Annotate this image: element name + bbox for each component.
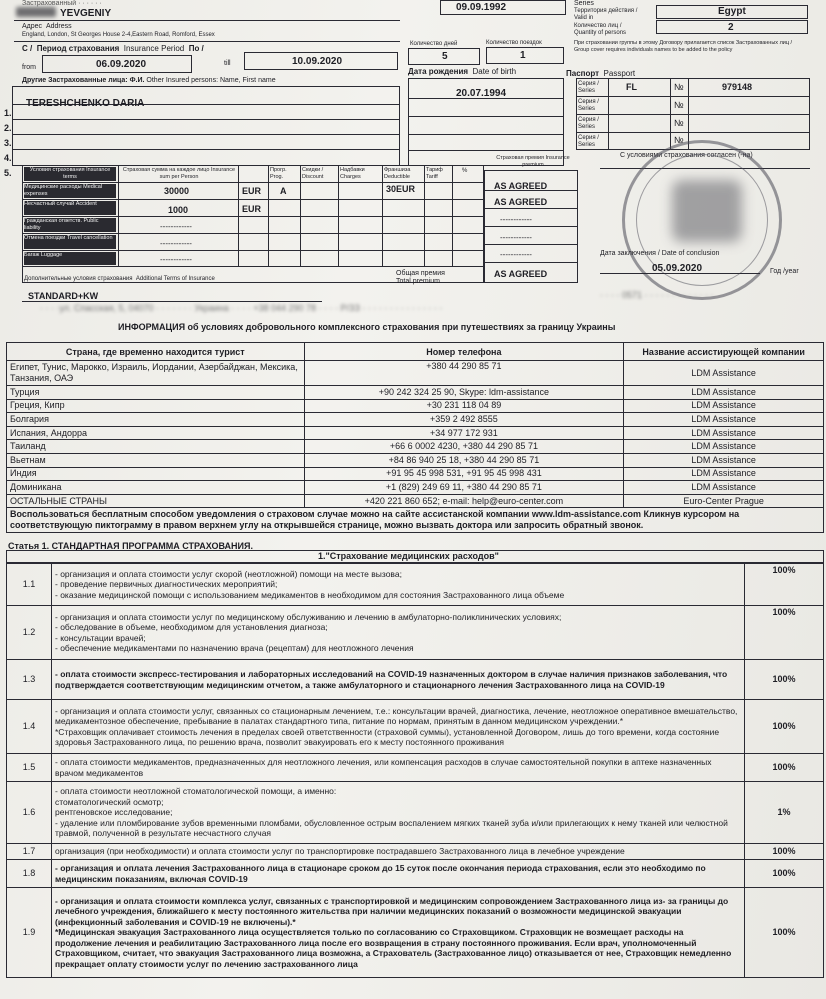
info-company: LDM Assistance (624, 413, 824, 427)
row-num-1: 1. (4, 108, 12, 118)
term-row-3-sum: ------------ (160, 222, 192, 231)
item-pct: 100% (745, 564, 824, 606)
term-row-2-premium: AS AGREED (494, 197, 548, 207)
terms-header-charges: Надбавки Charges (340, 167, 365, 180)
date-from: 06.09.2020 (96, 59, 147, 70)
persons-label: Количество лиц / Quantity of persons (574, 23, 627, 36)
terms-header-pct: % (462, 168, 468, 174)
info-phone: +90 242 324 25 90, Skype: ldm-assistance (304, 386, 624, 400)
info-phone: +1 (829) 249 69 11, +380 44 290 85 71 (304, 481, 624, 495)
territory-value: Egypt (718, 6, 746, 17)
item-pct: 1% (745, 782, 824, 844)
row-num-3: 3. (4, 138, 12, 148)
info-country: Египет, Тунис, Марокко, Израиль, Иордании, Азербайджан, Мексика, Танзания, ОАЭ (7, 361, 305, 386)
date-till: 10.09.2020 (292, 56, 343, 67)
row-num-4: 4. (4, 153, 12, 163)
term-row-1-deductible: 30EUR (386, 184, 416, 194)
table-row (7, 386, 824, 400)
term-row-1-premium: AS AGREED (494, 181, 548, 191)
blurred-address-line: · · · ·ул. Спасская, 5, 04070 · · · · · · · Украина · · · · +38 044 290 78 · · · · Р/ЗЗ · · · · · · · · · · · · · · · (40, 303, 443, 313)
table-row (7, 413, 824, 427)
item-num: 1.6 (7, 782, 52, 844)
dob-label: Дата рождения Date of birth (408, 67, 517, 76)
stamp-redaction (672, 180, 742, 242)
info-title: ИНФОРМАЦИЯ об условиях добровольного комплексного страхования при путешествиях за границу Украины (118, 322, 616, 332)
trips-value: 1 (520, 50, 526, 61)
group-note: При страховании группы в этому Договору прилагается список Застрахованных лиц / Group cover requires individuals names to be added to the policy (574, 40, 793, 53)
term-row-4-label: Отмена поездки Travel cancellation (24, 235, 116, 249)
additional-terms-value: STANDARD+KW (28, 291, 99, 301)
info-phone: +91 95 45 998 531, +91 95 45 998 431 (304, 467, 624, 481)
item-num: 1.3 (7, 660, 52, 700)
total-premium-value: AS AGREED (494, 269, 548, 279)
info-company: LDM Assistance (624, 467, 824, 481)
info-phone: +359 2 492 8555 (304, 413, 624, 427)
terms-header-premium: Страховая премия Insurance premium (496, 155, 570, 168)
conditions-note: С условиями страхования согласен (-на) (620, 152, 753, 159)
table-row (7, 860, 824, 888)
table-row (7, 426, 824, 440)
item-text: - организация и оплата стоимости услуг по медицинскому обслуживанию и лечению в амбулаторно-поликлинических условиях; - обследование в объеме, необходимом для установления диагноза; - консультации врачей; - обеспечение медикаментами по назначению врача (рецептам) для неотложного лечения (52, 606, 745, 660)
article-title: Статья 1. СТАНДАРТНАЯ ПРОГРАММА СТРАХОВАНИЯ. (8, 541, 253, 551)
till-label: till (224, 60, 231, 67)
term-row-3-premium: ------------ (500, 215, 532, 224)
terms-header-sum: Страховая сумма на каждое лицо Insurance sum per Person (122, 167, 236, 180)
info-country: Болгария (7, 413, 305, 427)
table-row (7, 888, 824, 978)
info-country: ОСТАЛЬНЫЕ СТРАНЫ (7, 494, 305, 508)
terms-header-prog: Прогр. Prog. (270, 167, 287, 180)
address-label: Адрес Address (22, 23, 72, 30)
info-phone: +30 231 118 04 89 (304, 399, 624, 413)
terms-header-conditions: Условия страхования Insurance terms (24, 167, 116, 181)
item-num: 1.7 (7, 844, 52, 860)
term-row-4-premium: ------------ (500, 233, 532, 242)
table-row (7, 700, 824, 754)
item-pct: 100% (745, 606, 824, 660)
table-row (7, 453, 824, 467)
info-country: Испания, Андорра (7, 426, 305, 440)
item-text: организация (при необходимости) и оплата стоимости услуг по транспортировке пострадавшего Застрахованного лица в лечебное учреждение (52, 844, 745, 860)
series-top-label: Series (574, 0, 594, 7)
info-phone: +84 86 940 25 18, +380 44 290 85 71 (304, 453, 624, 467)
terms-header-tariff: Тариф Tariff (426, 167, 443, 180)
item-text: - организация и оплата лечения Застрахованного лица в стационаре сроком до 15 суток после окончания периода страхования, если это необходимо по медицинским показаниям, включая COVID-19 (52, 860, 745, 888)
table-row (7, 494, 824, 508)
table-row (7, 844, 824, 860)
item-num: 1.1 (7, 564, 52, 606)
info-phone: +380 44 290 85 71 (304, 361, 624, 386)
info-company: LDM Assistance (624, 399, 824, 413)
term-row-5-premium: ------------ (500, 250, 532, 259)
item-text: - оплата стоимости медикаментов, предназначенных для неотложного лечения, или компенсация расходов в случае самостоятельной покупки в аптеке назначенных врачом медикаментов (52, 754, 745, 782)
term-row-4-sum: ------------ (160, 239, 192, 248)
term-row-1-sum: 30000 (164, 186, 190, 196)
table-row (7, 481, 824, 495)
table-row (7, 440, 824, 454)
info-company: LDM Assistance (624, 440, 824, 454)
year-label: Год /year (770, 268, 799, 275)
table-row (7, 564, 824, 606)
item-pct: 100% (745, 888, 824, 978)
info-country: Вьетнам (7, 453, 305, 467)
other-insured-label: Другие Застрахованные лица: Ф.И. Other Insured persons: Name, First name (22, 77, 276, 84)
term-row-5-label: Багаж Luggage (24, 252, 116, 265)
redacted-surname (16, 7, 56, 17)
table-row (7, 399, 824, 413)
table-row (7, 754, 824, 782)
info-company: Euro-Center Prague (624, 494, 824, 508)
table-row (7, 660, 824, 700)
info-col-company: Название ассистирующей компании (624, 343, 824, 361)
territory-label: Территория действия / Valid in (574, 8, 638, 21)
trips-label: Количество поездок (486, 40, 542, 46)
info-company: LDM Assistance (624, 481, 824, 495)
info-footer: Воспользоваться бесплатным способом уведомления о страховом случае можно на сайте ассистанской компании www.ldm-assistance.com Кликнув курсором на соответствующую пиктограмму в правом верхнем углу на открывшейся странице, можно вызвать доктора или запросить обратный звонок. (7, 508, 824, 533)
info-phone: +34 977 172 931 (304, 426, 624, 440)
conclusion-label: Дата заключения / Date of conclusion (600, 250, 720, 257)
no-label-2: № (674, 100, 684, 110)
insured-name: YEVGENIY (60, 8, 112, 19)
row-num-5: 5. (4, 168, 12, 178)
passport-label: Паспорт Passport (566, 69, 636, 78)
item-num: 1.9 (7, 888, 52, 978)
blurred-right-line: · · · · 0571 · · · · · · · · · · · · · (600, 290, 714, 300)
item-pct: 100% (745, 860, 824, 888)
address-value: England, London, St Georges House 2-4,Eastern Road, Romford, Essex (22, 32, 215, 38)
item-text: - оплата стоимости неотложной стоматологической помощи, а именно: стоматологический осмотр; рентгеновское исследование; - удаление или пломбирование зубов временными пломбами, обусловленное острым воспалением мягких тканей зуба и/или прилегающих к нему тканей или челюстной травмой, полученной в результате несчастного случая (52, 782, 745, 844)
info-country: Таиланд (7, 440, 305, 454)
info-company: LDM Assistance (624, 361, 824, 386)
info-company: LDM Assistance (624, 426, 824, 440)
table-row (7, 508, 824, 533)
term-row-1-prog: A (280, 186, 287, 196)
term-row-1-cur: EUR (242, 186, 262, 196)
term-row-2-sum: 1000 (168, 205, 189, 215)
series-row-label-1: Серия / Series (578, 81, 599, 94)
conclusion-date: 05.09.2020 (652, 263, 703, 274)
table-row (7, 467, 824, 481)
insured-dob: 09.09.1992 (456, 2, 507, 13)
item-text: - организация и оплата стоимости услуг скорой (неотложной) помощи на месте вызова; - проведение первичных диагностических мероприятий; - оказание медицинской помощи с использованием медикаментов в необходимом для состояния Застрахованного лица объеме (52, 564, 745, 606)
table-row (7, 361, 824, 386)
total-premium-label: Общая премия Total premium (396, 270, 445, 285)
no-label-3: № (674, 118, 684, 128)
series-row-label-3: Серия / Series (578, 117, 599, 130)
item-text: - оплата стоимости экспресс-тестирования и лабораторных исследований на COVID-19 назначенных доктором в случае наличия признаков заболевания, что подтверждается соответствующим медицинским отчетом, а также амбулаторного и стационарного лечения Застрахованного лица на COVID-19 (52, 660, 745, 700)
terms-header-deductible: Франшиза Deductible (384, 167, 411, 180)
row-num-2: 2. (4, 123, 12, 133)
info-country: Турция (7, 386, 305, 400)
info-col-phone: Номер телефона (304, 343, 624, 361)
info-phone: +420 221 860 652; e-mail: help@euro-center.com (304, 494, 624, 508)
other-person-1: TERESHCHENKO DARIA (26, 98, 145, 109)
days-value: 5 (442, 51, 448, 62)
term-row-2-cur: EUR (242, 204, 262, 214)
section-title: 1."Страхование медицинских расходов" (318, 551, 499, 561)
table-row (7, 606, 824, 660)
item-text: - организация и оплата стоимости комплекса услуг, связанных с транспортировкой и медицинским сопровождением Застрахованного лица из- за границы до лечебного учреждения, ближайшего к месту постоянного жительства при наличии медицинских показаний о возможности медицинской эвакуации (инфекционный заболевания и COVID-19 не включены).* *Медицинская эвакуация Застрахованного лица осуществляется только по согласованию со Страховщиком. Страховщик не возмещает расходы на продолжение лечения и реабилитацию Застрахованного лица после его возвращения в страну постоянного проживания. Если врач, уполномоченный Страховщиком, считает, что эвакуация Застрахованного лица возможна, а Страхователь (Застрахованное лицо) отказывается от нее, Страховщик немедленно прекращает оплату стоимости услуг по лечению застрахованного лица (52, 888, 745, 978)
no-label-4: № (674, 135, 684, 145)
persons-value: 2 (728, 22, 734, 33)
item-pct: 100% (745, 754, 824, 782)
item-num: 1.8 (7, 860, 52, 888)
info-col-country: Страна, где временно находится турист (7, 343, 305, 361)
item-num: 1.2 (7, 606, 52, 660)
item-pct: 100% (745, 700, 824, 754)
info-country: Индия (7, 467, 305, 481)
item-pct: 100% (745, 844, 824, 860)
term-row-2-label: Несчастный случай Accident (24, 201, 116, 215)
from-label: from (22, 64, 36, 71)
passport-series: FL (626, 82, 637, 92)
terms-header-discount: Скидки / Discount (302, 167, 324, 180)
top-cut-label: Застрахованный · · · · · · (22, 0, 102, 7)
term-row-1-label: Медицинские расходы Medical expenses (24, 184, 116, 198)
info-country: Доминикана (7, 481, 305, 495)
info-company: LDM Assistance (624, 453, 824, 467)
item-pct: 100% (745, 660, 824, 700)
assistance-table (6, 342, 824, 533)
series-row-label-2: Серия / Series (578, 99, 599, 112)
additional-terms-label: Дополнительные условия страхования Additional Terms of Insurance (24, 276, 215, 282)
term-row-5-sum: ------------ (160, 255, 192, 264)
days-label: Количество дней (410, 41, 458, 47)
table-row (7, 782, 824, 844)
no-label-1: № (674, 82, 684, 92)
info-country: Греция, Кипр (7, 399, 305, 413)
period-label: С / Период страхования Insurance Period По / (22, 44, 204, 53)
program-table (6, 563, 824, 978)
info-company: LDM Assistance (624, 386, 824, 400)
term-row-3-label: Гражданская ответств. Public liability (24, 218, 116, 232)
series-row-label-4: Серия / Series (578, 135, 599, 148)
other-person-1-dob: 20.07.1994 (456, 88, 507, 99)
item-text: - организация и оплата стоимости услуг, связанных со стационарным лечением, т.е.: консультации врачей, диагностика, лечение, неотложное оперативное вмешательство, медикаментозное обеспечение, пребывание в палатах стандартного типа, питание по нормам, принятым в данном медицинском учреждении.* *Страховщик оплачивает стоимость лечения в пределах своей ответственности (страховой суммы), установленной Договором, лишь до того времени, когда состояние здоровья Застрахованного лица, по решению врача, позволит эвакуировать его к месту постоянного проживания (52, 700, 745, 754)
info-phone: +66 6 0002 4230, +380 44 290 85 71 (304, 440, 624, 454)
passport-number: 979148 (722, 82, 753, 92)
item-num: 1.5 (7, 754, 52, 782)
item-num: 1.4 (7, 700, 52, 754)
